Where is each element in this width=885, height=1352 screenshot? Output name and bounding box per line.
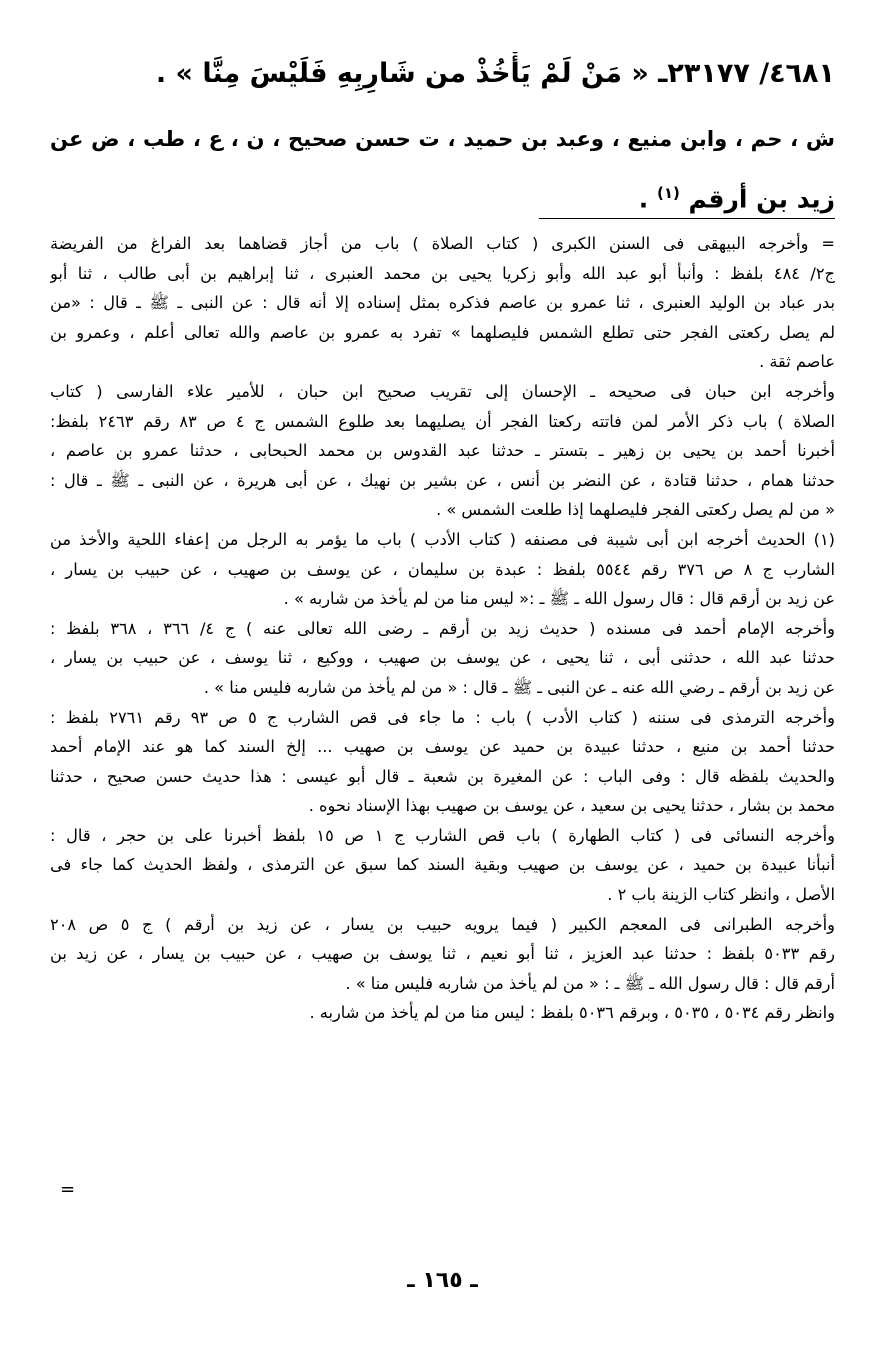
footnote-line: وأخرجه ابن حبان فى صحيحه ـ الإحسان إلى تقريب صحيح ابن حبان ، للأمير علاء الفارسى ( كتاب bbox=[50, 381, 835, 401]
footnote-line: حدثنا عبد الله ، حدثنى أبى ، ثنا يحيى ، عن يوسف بن صهيب ، ووكيع ، ثنا يوسف ، عن حبيب بن يسار ، bbox=[50, 648, 835, 668]
footnote-line: عن زيد بن أرقم ـ رضي الله عنه ـ عن النبى ـ ﷺ ـ قال : « من لم يأخذ من شاربه فليس منا » . bbox=[203, 677, 835, 697]
footnote-line: محمد بن بشار ، حدثنا يحيى بن سعيد ، عن يوسف بن صهيب بهذا الإسناد نحوه . bbox=[308, 796, 835, 816]
footnote-line: الصلاة ) باب ذكر الأمر لمن فاتته ركعتا الفجر أن يصليهما بعد طلوع الشمس ج ٤ ص ٨٣ رقم ٢٤٦٣ بلفظ: bbox=[50, 411, 835, 431]
footnote-line: (١) الحديث أخرجه ابن أبى شيبة فى مصنفه ( كتاب الأدب ) باب ما يؤمر به الرجل من إعفاء اللحية والأخذ من bbox=[50, 529, 835, 549]
footnote-line: وأخرجه النسائى فى ( كتاب الطهارة ) باب قص الشارب ج ١ ص ١٥ بلفظ أخبرنا على بن حجر ، قال : bbox=[50, 825, 835, 845]
footnote-line: رقم ٥٠٣٣ بلفظ : حدثنا عبد العزيز ، ثنا أبو نعيم ، ثنا يوسف بن صهيب ، عن حبيب بن يسار ، عن زيد بن bbox=[50, 944, 835, 964]
footnote-line: = وأخرجه البيهقى فى السنن الكبرى ( كتاب الصلاة ) باب من أجاز قضاهما بعد الفراغ من الفريضة bbox=[50, 234, 835, 253]
sources-narrator: زيد بن أرقم bbox=[688, 184, 835, 214]
footnote-line: لم يصل ركعتى الفجر حتى تطلع الشمس فليصلهما » تفرد به عمرو بن عاصم والله تعالى أعلم ، وعمرو بن bbox=[50, 322, 835, 342]
footnote-line: وأخرجه الإمام أحمد فى مسنده ( حديث زيد بن أرقم ـ رضى الله تعالى عنه ) ج ٤/ ٣٦٦ ، ٣٦٨ بلفظ : bbox=[50, 618, 835, 638]
footnote-continues-mark: = bbox=[60, 1179, 76, 1200]
footnote-line: « من لم يصل ركعتى الفجر فليصلهما إذا طلعت الشمس » . bbox=[436, 500, 835, 520]
footnote-separator bbox=[539, 218, 835, 219]
footnote-line: أنبأنا عبيدة بن حميد ، عن يوسف بن صهيب وبقية السند كما سبق عن الترمذى ، ولفظ الحديث كما جاء فى bbox=[50, 855, 835, 875]
sources-line-1: ش ، حم ، وابن منيع ، وعبد بن حميد ، ت حسن صحيح ، ن ، ع ، طب ، ض عن bbox=[50, 126, 835, 151]
footnote-line: وأخرجه الطبرانى فى المعجم الكبير ( فيما يرويه حبيب بن يسار ، عن زيد بن أرقم ) ج ٥ ص ٢٠٨ bbox=[50, 914, 835, 934]
footnote-line: حدثنا همام ، حدثنا قتادة ، عن النضر بن أنس ، عن بشير بن نهيك ، عن أبى هريرة ، عن النبى ـ ﷺ ـ قال : bbox=[50, 470, 835, 490]
footnote-line: وأخرجه الترمذى فى سننه ( كتاب الأدب ) باب : ما جاء فى قص الشارب ج ٥ ص ٩٣ رقم ٢٧٦١ بلفظ : bbox=[50, 707, 835, 727]
hadith-sources bbox=[50, 112, 835, 226]
footnote-line: الأصل ، وانظر كتاب الزينة باب ٢ . bbox=[607, 885, 835, 905]
hadith-text: ٤٦٨١/ ٢٣١٧٧ـ « مَنْ لَمْ يَأْخُذْ من شَارِبِهِ فَلَيْسَ مِنَّا » . bbox=[155, 58, 835, 89]
footnotes-block bbox=[50, 229, 835, 1028]
footnote-line: أخبرنا أحمد بن يحيى بن زهير ـ بتستر ـ حدثنا عبد القدوس بن محمد الحبحابى ، حدثنا عمرو بن عاصم ، bbox=[50, 441, 835, 461]
footnote-line: ج٢/ ٤٨٤ بلفظ : وأنبأ أبو عبد الله وأبو زكريا يحيى بن محمد العنبرى ، ثنا إبراهيم بن أبى طالب ، ثنا أبو bbox=[50, 263, 835, 283]
footnote-line: الشارب ج ٨ ص ٣٧٦ رقم ٥٥٤٤ بلفظ : عبدة بن سليمان ، عن يوسف بن صهيب ، عن حبيب بن يسار ، bbox=[50, 559, 835, 579]
footnote-line: عاصم ثقة . bbox=[759, 352, 835, 372]
sources-line-end: . bbox=[638, 184, 649, 214]
footnote-line: والحديث بلفظه قال : وفى الباب : عن المغيرة بن شعبة ـ قال أبو عيسى : هذا حديث حسن صحيح ، حدثنا bbox=[50, 766, 835, 786]
footnote-reference: (١) bbox=[656, 184, 680, 202]
page-number: ـ ١٦٥ ـ bbox=[407, 1268, 478, 1293]
footnote-line: حدثنا أحمد بن منيع ، حدثنا عبيدة بن حميد عن يوسف بن صهيب ... إلخ السند كما هو عند الإمام أحمد bbox=[50, 737, 835, 757]
footnote-line: عن زيد بن أرقم قال : قال رسول الله ـ ﷺ ـ :« ليس منا من لم يأخذ من شاربه » . bbox=[283, 589, 835, 609]
footnote-line: بدر عباد بن الوليد العنبرى ، ثنا عمرو بن عاصم فذكره بمثل إسناده إلا أنه قال : عن النبى ـ ﷺ ـ قال : «من bbox=[50, 293, 835, 313]
footnote-line: أرقم قال : قال رسول الله ـ ﷺ ـ : « من لم يأخذ من شاربه فليس منا » . bbox=[345, 973, 835, 993]
footnote-line: وانظر رقم ٥٠٣٤ ، ٥٠٣٥ ، وبرقم ٥٠٣٦ بلفظ : ليس منا من لم يأخذ من شاربه . bbox=[309, 1003, 835, 1023]
